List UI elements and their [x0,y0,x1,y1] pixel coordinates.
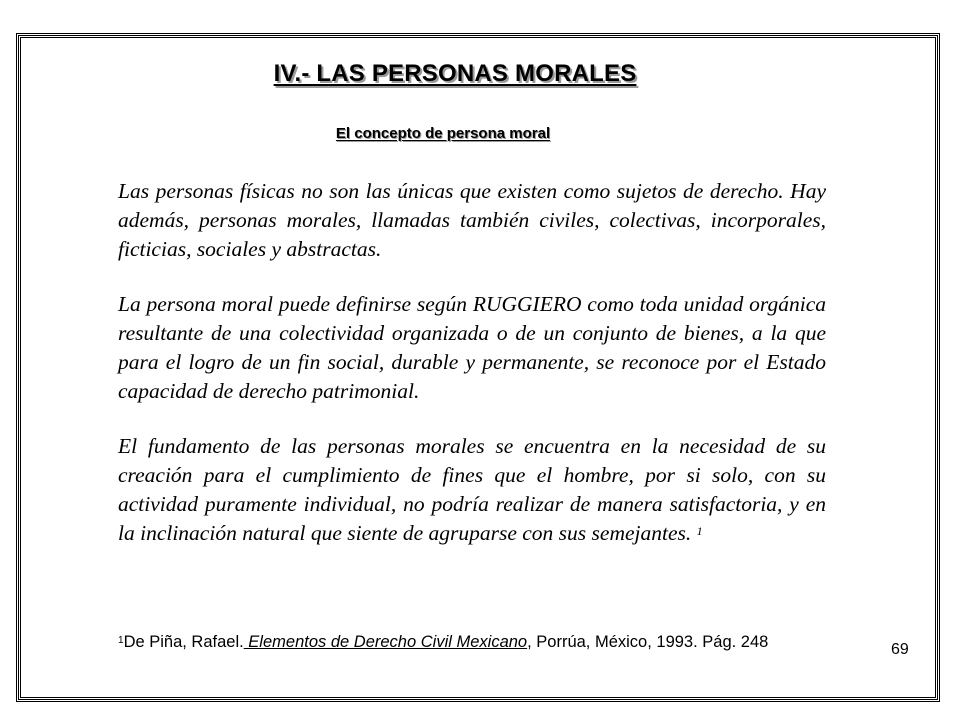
paragraph-2-text: La persona moral puede definirse según RUGGIERO como toda unidad orgánica resultante de una colectividad organizada o de un conjunto de bienes, a la que para el logro de un fin social, durable y permanente, se reconoce por el Estado capacidad de derecho patrimonial. [118,292,826,403]
paragraph-3 [118,432,826,548]
slide-title: IV.- LAS PERSONAS MORALES [273,60,637,87]
page-number: 69 [891,641,909,658]
footnote-publication: , Porrúa, México, 1993. Pág. 248 [527,633,769,651]
body-text [118,177,826,574]
slide-subtitle: El concepto de persona moral [335,125,551,142]
paragraph-3-text: El fundamento de las personas morales se encuentra en la necesidad de su creación para el cumplimiento de fines que el hombre, por si solo, con su actividad puramente individual, no podría realizar de manera satisfactoria, y en la inclinación natural que siente de agruparse con sus semejantes. [118,434,826,545]
footnote-book-title: Elementos de Derecho Civil Mexicano [243,633,528,651]
paragraph-1 [118,177,826,264]
footnote-reference: 1 [696,524,703,538]
footnote [118,630,838,654]
paragraph-1-text: Las personas físicas no son las únicas que existen como sujetos de derecho. Hay además, personas morales, llamadas también civiles, colectivas, incorporales, ficticias, sociales y abstractas. [118,179,826,261]
footnote-marker: 1 [118,635,124,646]
footnote-author: De Piña, Rafael. [123,633,244,651]
paragraph-2 [118,290,826,406]
